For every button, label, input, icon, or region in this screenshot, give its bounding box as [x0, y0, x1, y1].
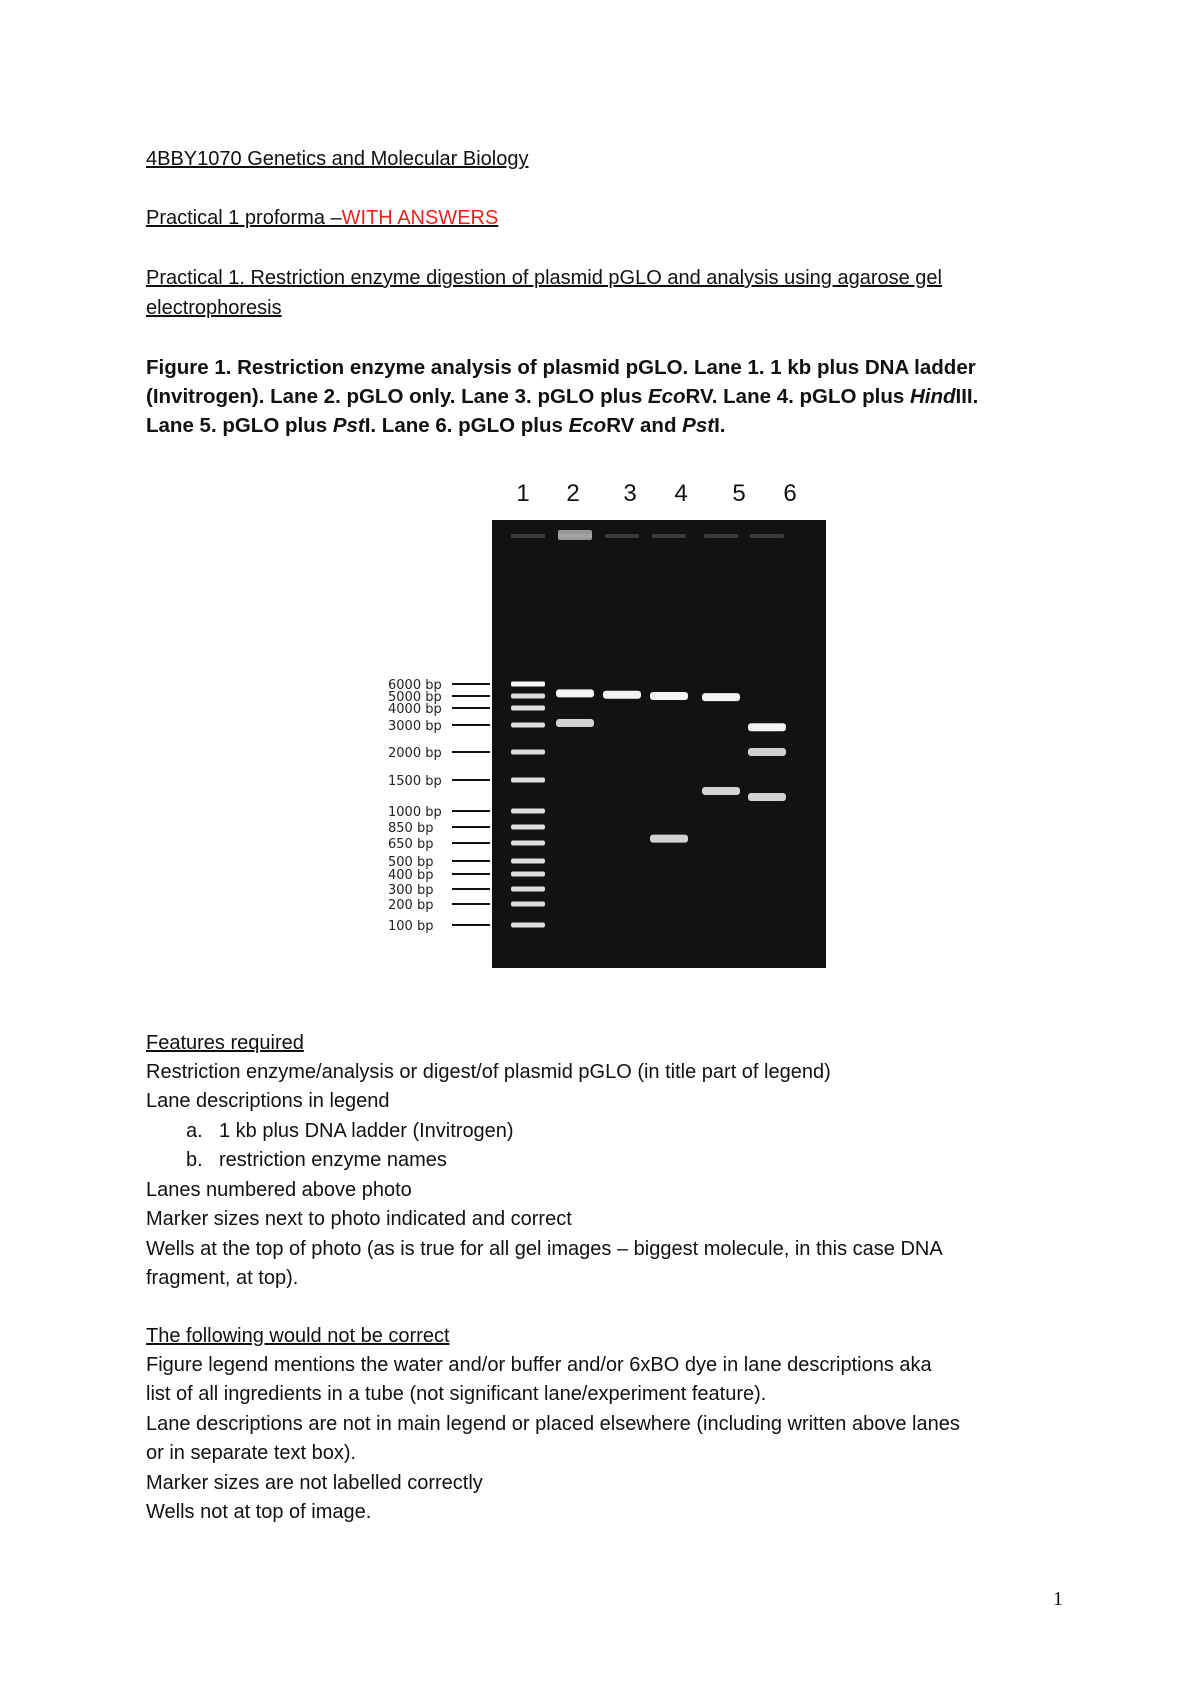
lane-number: 4 — [674, 480, 688, 507]
figure-legend-line-1: Figure 1. Restriction enzyme analysis of plasmid pGLO. Lane 1. 1 kb plus DNA ladder — [146, 356, 976, 379]
legend-italic: Pst — [332, 414, 365, 437]
well — [605, 534, 639, 538]
proforma-title — [146, 207, 498, 230]
well — [750, 534, 784, 538]
marker-label: 2000 bp — [388, 746, 442, 761]
ladder-band — [511, 778, 545, 783]
not-correct-item: Marker sizes are not labelled correctly — [146, 1472, 483, 1494]
legend-text: III. — [955, 385, 979, 408]
figure-legend-line-2 — [146, 385, 978, 409]
ladder-band — [511, 723, 545, 728]
lane-number: 3 — [623, 480, 637, 507]
practical-title-line-2: electrophoresis — [146, 297, 282, 319]
lane-number: 6 — [783, 480, 797, 507]
not-correct-item: Lane descriptions are not in main legend or placed elsewhere (including written above lanes — [146, 1413, 960, 1435]
marker-label: 400 bp — [388, 868, 434, 883]
ladder-band — [511, 923, 545, 928]
not-correct-item: or in separate text box). — [146, 1442, 357, 1464]
ladder-band — [511, 841, 545, 846]
legend-text: Lane 5. pGLO plus — [146, 414, 333, 437]
figure-legend-line-3 — [146, 414, 725, 438]
legend-text: I. — [714, 414, 726, 437]
ladder-band — [511, 809, 545, 814]
features-heading: Features required — [146, 1032, 304, 1054]
marker-label: 5000 bp — [388, 690, 442, 705]
marker-labels — [388, 480, 492, 970]
not-correct-item: list of all ingredients in a tube (not significant lane/experiment feature). — [146, 1383, 767, 1405]
ladder-band — [511, 750, 545, 755]
well — [511, 534, 545, 538]
ladder-band — [511, 887, 545, 892]
marker-label: 850 bp — [388, 821, 434, 836]
feature-item: Restriction enzyme/analysis or digest/of plasmid pGLO (in title part of legend) — [146, 1061, 831, 1083]
marker-label: 4000 bp — [388, 702, 442, 717]
well — [704, 534, 738, 538]
not-correct-heading: The following would not be correct — [146, 1325, 450, 1347]
marker-label: 200 bp — [388, 898, 434, 913]
answers-highlight: WITH ANSWERS — [341, 207, 499, 229]
sample-band — [702, 693, 740, 701]
sample-band — [702, 787, 740, 795]
marker-label: 100 bp — [388, 919, 434, 934]
course-title: 4BBY1070 Genetics and Molecular Biology — [146, 148, 529, 170]
ladder-band — [511, 682, 545, 687]
ladder-band — [511, 825, 545, 830]
lane-number: 5 — [732, 480, 746, 507]
feature-item: Lanes numbered above photo — [146, 1179, 412, 1201]
feature-item: Lane descriptions in legend — [146, 1090, 390, 1112]
ladder-band — [511, 706, 545, 711]
sample-band — [650, 692, 688, 700]
sample-band — [556, 689, 594, 697]
not-correct-item: Wells not at top of image. — [146, 1501, 372, 1523]
ladder-band — [511, 902, 545, 907]
ladder-band — [511, 859, 545, 864]
legend-text: RV and — [606, 414, 683, 437]
marker-label: 1000 bp — [388, 805, 442, 820]
legend-italic: Hind — [909, 385, 956, 408]
feature-item: fragment, at top). — [146, 1267, 299, 1289]
feature-sub-marker: a. — [186, 1120, 203, 1142]
lane-number: 1 — [516, 480, 530, 507]
well-smear — [558, 530, 592, 540]
page-number: 1 — [1053, 1588, 1063, 1610]
sample-band — [748, 793, 786, 801]
lane-number: 2 — [566, 480, 580, 507]
marker-label: 1500 bp — [388, 774, 442, 789]
marker-label: 6000 bp — [388, 678, 442, 693]
legend-italic: Eco — [647, 385, 686, 408]
ladder-band — [511, 694, 545, 699]
marker-label: 650 bp — [388, 837, 434, 852]
feature-item: Wells at the top of photo (as is true for all gel images – biggest molecule, in this case DNA — [146, 1238, 943, 1260]
sample-band — [748, 748, 786, 756]
feature-sub-item: restriction enzyme names — [219, 1149, 447, 1171]
sample-band — [650, 835, 688, 843]
feature-item: Marker sizes next to photo indicated and correct — [146, 1208, 572, 1230]
gel-photo — [492, 520, 826, 968]
legend-italic: Pst — [682, 414, 715, 437]
not-correct-item: Figure legend mentions the water and/or buffer and/or 6xBO dye in lane descriptions aka — [146, 1354, 932, 1376]
legend-text: I. Lane 6. pGLO plus — [364, 414, 569, 437]
feature-sub-item: 1 kb plus DNA ladder (Invitrogen) — [219, 1120, 514, 1142]
ladder-band — [511, 872, 545, 877]
legend-italic: Eco — [568, 414, 607, 437]
practical-title-line-1: Practical 1. Restriction enzyme digestion of plasmid pGLO and analysis using agarose gel — [146, 267, 942, 289]
marker-label: 300 bp — [388, 883, 434, 898]
proforma-prefix: Practical 1 proforma – — [146, 207, 342, 229]
feature-sub-marker: b. — [186, 1149, 203, 1171]
legend-text: RV. Lane 4. pGLO plus — [685, 385, 910, 408]
sample-band — [556, 719, 594, 727]
marker-label: 3000 bp — [388, 719, 442, 734]
sample-band — [603, 691, 641, 699]
legend-text: (Invitrogen). Lane 2. pGLO only. Lane 3. pGLO plus — [146, 385, 648, 408]
gel-figure — [388, 480, 828, 970]
sample-band — [748, 723, 786, 731]
well — [652, 534, 686, 538]
marker-label: 500 bp — [388, 855, 434, 870]
